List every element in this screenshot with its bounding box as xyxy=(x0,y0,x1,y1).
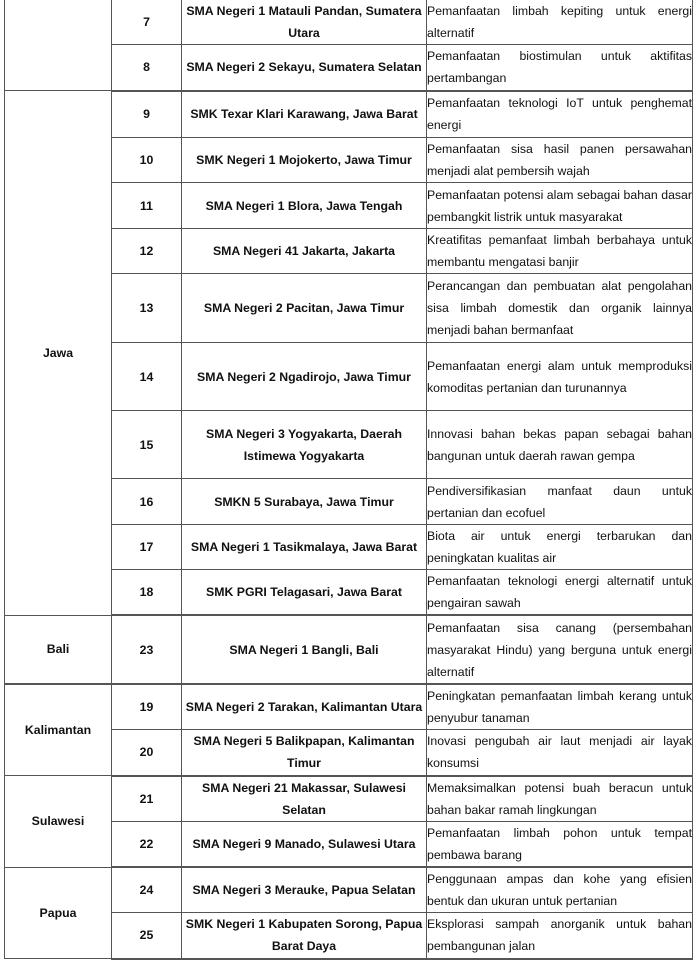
school-name-cell: SMA Negeri 41 Jakarta, Jakarta xyxy=(182,229,427,274)
innovation-description-cell: Perancangan dan pembuatan alat pengolahan sisa limbah domestik dan organik lainnya menjadi bahan bermanfaat xyxy=(427,274,693,343)
innovation-description-cell: Innovasi bahan bekas papan sebagai bahan bangunan untuk daerah rawan gempa xyxy=(427,411,693,479)
school-name-cell: SMA Negeri 2 Pacitan, Jawa Timur xyxy=(182,274,427,343)
region-cell: Jawa xyxy=(5,91,112,616)
row-number-cell: 22 xyxy=(112,821,182,867)
row-number-cell: 8 xyxy=(112,45,182,91)
table-row xyxy=(5,0,693,45)
school-name-cell: SMA Negeri 2 Ngadirojo, Jawa Timur xyxy=(182,343,427,411)
row-number-cell: 17 xyxy=(112,525,182,570)
school-innovation-table xyxy=(4,0,693,960)
school-name-cell: SMA Negeri 1 Matauli Pandan, Sumatera Utara xyxy=(182,0,427,45)
table-row xyxy=(5,867,693,913)
row-number-cell: 16 xyxy=(112,479,182,525)
innovation-description-cell: Eksplorasi sampah anorganik untuk bahan pembangunan jalan xyxy=(427,913,693,959)
school-name-cell: SMA Negeri 3 Merauke, Papua Selatan xyxy=(182,867,427,913)
school-name-cell: SMA Negeri 5 Balikpapan, Kalimantan Timur xyxy=(182,730,427,776)
innovation-description-cell: Biota air untuk energi terbarukan dan peningkatan kualitas air xyxy=(427,525,693,570)
row-number-cell: 23 xyxy=(112,615,182,684)
innovation-description-cell: Penggunaan ampas dan kohe yang efisien bentuk dan ukuran untuk pertanian xyxy=(427,867,693,913)
innovation-description-cell: Pemanfaatan teknologi energi alternatif untuk pengairan sawah xyxy=(427,570,693,616)
table-body xyxy=(5,0,693,959)
row-number-cell: 11 xyxy=(112,183,182,229)
row-number-cell: 15 xyxy=(112,411,182,479)
school-name-cell: SMK PGRI Telagasari, Jawa Barat xyxy=(182,570,427,616)
region-cell: Bali xyxy=(5,615,112,684)
school-name-cell: SMK Texar Klari Karawang, Jawa Barat xyxy=(182,91,427,138)
innovation-description-cell: Pemanfaatan limbah pohon untuk tempat pembawa barang xyxy=(427,821,693,867)
row-number-cell: 13 xyxy=(112,274,182,343)
school-name-cell: SMA Negeri 2 Sekayu, Sumatera Selatan xyxy=(182,45,427,91)
school-name-cell: SMA Negeri 1 Blora, Jawa Tengah xyxy=(182,183,427,229)
table-row xyxy=(5,91,693,138)
school-name-cell: SMKN 5 Surabaya, Jawa Timur xyxy=(182,479,427,525)
innovation-description-cell: Pemanfaatan sisa canang (persembahan masyarakat Hindu) yang berguna untuk energi alternatif xyxy=(427,615,693,684)
innovation-description-cell: Pemanfaatan energi alam untuk memproduksi komoditas pertanian dan turunannya xyxy=(427,343,693,411)
row-number-cell: 25 xyxy=(112,913,182,959)
innovation-description-cell: Memaksimalkan potensi buah beracun untuk bahan bakar ramah lingkungan xyxy=(427,776,693,822)
row-number-cell: 12 xyxy=(112,229,182,274)
row-number-cell: 24 xyxy=(112,867,182,913)
school-name-cell: SMA Negeri 1 Tasikmalaya, Jawa Barat xyxy=(182,525,427,570)
region-cell: Kalimantan xyxy=(5,684,112,776)
school-name-cell: SMA Negeri 1 Bangli, Bali xyxy=(182,615,427,684)
school-name-cell: SMA Negeri 21 Makassar, Sulawesi Selatan xyxy=(182,776,427,822)
table-row xyxy=(5,776,693,822)
school-name-cell: SMA Negeri 9 Manado, Sulawesi Utara xyxy=(182,821,427,867)
row-number-cell: 14 xyxy=(112,343,182,411)
row-number-cell: 18 xyxy=(112,570,182,616)
school-name-cell: SMA Negeri 2 Tarakan, Kalimantan Utara xyxy=(182,684,427,730)
school-name-cell: SMK Negeri 1 Mojokerto, Jawa Timur xyxy=(182,138,427,183)
innovation-description-cell: Pemanfaatan sisa hasil panen persawahan menjadi alat pembersih wajah xyxy=(427,138,693,183)
region-cell: Papua xyxy=(5,867,112,959)
school-name-cell: SMA Negeri 3 Yogyakarta, Daerah Istimewa Yogyakarta xyxy=(182,411,427,479)
innovation-description-cell: Pemanfaatan biostimulan untuk aktifitas pertambangan xyxy=(427,45,693,91)
row-number-cell: 20 xyxy=(112,730,182,776)
table-row xyxy=(5,684,693,730)
innovation-description-cell: Peningkatan pemanfaatan limbah kerang untuk penyubur tanaman xyxy=(427,684,693,730)
row-number-cell: 10 xyxy=(112,138,182,183)
region-cell: Sulawesi xyxy=(5,776,112,868)
innovation-description-cell: Pendiversifikasian manfaat daun untuk pertanian dan ecofuel xyxy=(427,479,693,525)
innovation-description-cell: Inovasi pengubah air laut menjadi air layak konsumsi xyxy=(427,730,693,776)
row-number-cell: 19 xyxy=(112,684,182,730)
table-row xyxy=(5,615,693,684)
row-number-cell: 21 xyxy=(112,776,182,822)
region-cell xyxy=(5,0,112,91)
innovation-description-cell: Pemanfaatan teknologi IoT untuk penghemat energi xyxy=(427,91,693,138)
innovation-description-cell: Pemanfaatan potensi alam sebagai bahan dasar pembangkit listrik untuk masyarakat xyxy=(427,183,693,229)
row-number-cell: 9 xyxy=(112,91,182,138)
innovation-description-cell: Kreatifitas pemanfaat limbah berbahaya untuk membantu mengatasi banjir xyxy=(427,229,693,274)
school-name-cell: SMK Negeri 1 Kabupaten Sorong, Papua Barat Daya xyxy=(182,913,427,959)
row-number-cell: 7 xyxy=(112,0,182,45)
innovation-description-cell: Pemanfaatan limbah kepiting untuk energi alternatif xyxy=(427,0,693,45)
